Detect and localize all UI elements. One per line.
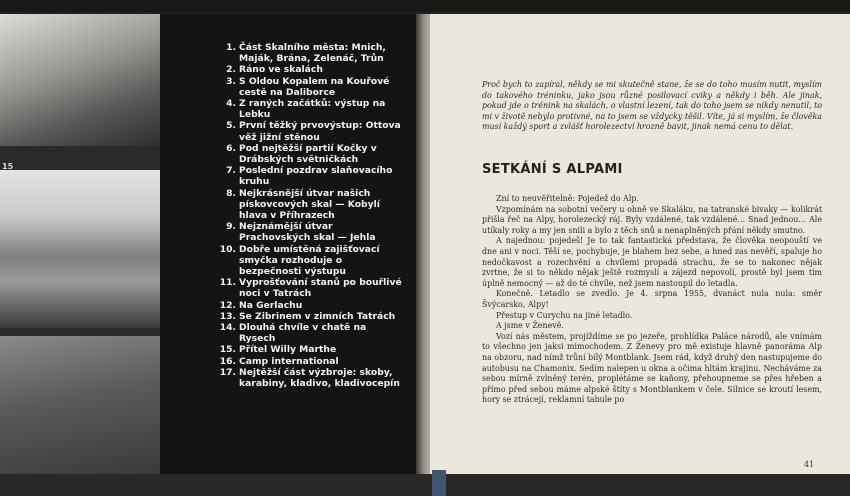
caption-text: Dlouhá chvíle v chatě na Rysech [239, 322, 367, 345]
caption-item [212, 98, 404, 120]
body-paragraph: A najednou: pojedeš! Je to tak fantastická představa, že člověka neopouští ve dne ani v noci. Těší se, pochybuje, je blahem bez sebe, a hned zas nevěří, spaluje ho nedočkavost a rozechvění a chvílemi propadá strachu, že se to nakonec nějak zvrtne, že si to někdo nějak ještě rozmyslí a zájezd nepovolí, prostě byl jsem tím úplně nemocný — až do té chvíle, než jsem nastoupil do letadla. [482, 236, 822, 288]
caption-number: 14. [219, 322, 236, 334]
right-page-number: 41 [804, 460, 815, 469]
caption-text: Poslední pozdrav slaňovacího kruhu [239, 165, 393, 188]
caption-item [212, 367, 404, 389]
caption-number: 2. [226, 64, 236, 76]
caption-text: S Oldou Kopalem na Kouřové cestě na Daliborce [239, 75, 390, 98]
caption-number: 16. [219, 355, 236, 367]
body-paragraph: Vzpomínám na sobotní večery u ohně ve Skaláku, na tatranské bivaky — kolikrát přišla řeč na Alpy, horolezecký ráj. Byly vzdálené, tak vzdálené… Snad jednou… Ale utíkaly roky a my jen snili a bylo z těch snů a nenaplněných přání někdy smutno. [482, 204, 822, 235]
caption-item [212, 322, 404, 344]
caption-text: Nejkrásnější útvar našich pískovcových skal — Kobylí hlava v Příhrazech [239, 187, 380, 222]
right-page [430, 14, 850, 482]
chapter-body [482, 194, 822, 406]
caption-item [212, 356, 404, 367]
caption-number: 1. [226, 42, 236, 53]
caption-item [212, 143, 404, 165]
caption-number: 3. [226, 75, 236, 87]
caption-text: Dobře umístěná zajišťovací smyčka rozhoduje o bezpečnosti výstupu [239, 243, 380, 278]
caption-item [212, 344, 404, 355]
caption-text: Pod nejtěžší partií Kočky v Drábských světničkách [239, 142, 377, 166]
caption-number: 6. [226, 142, 236, 154]
chapter-heading: SETKÁNÍ S ALPAMI [482, 162, 623, 177]
caption-item [212, 277, 404, 299]
caption-item [212, 120, 404, 142]
caption-number: 7. [226, 165, 236, 177]
caption-number: 9. [226, 221, 236, 233]
caption-text: Z raných začátků: výstup na Lebku [239, 98, 386, 121]
caption-item [212, 311, 404, 322]
bottom-edge [0, 474, 850, 496]
caption-number: 17. [219, 366, 236, 378]
caption-text: Nejznámější útvar Prachovských skal — Jehla [239, 221, 376, 244]
left-page-number: 15 [2, 162, 14, 171]
photo-strip [0, 14, 160, 474]
caption-text: Nejtěžší část výzbroje: skoby, karabiny, kladivo, kladivocepín [239, 366, 400, 390]
caption-text: Část Skalního města: Mnich, Maják, Brána, Zelenáč, Trůn [239, 42, 386, 65]
body-paragraph: A jsme v Ženevě. [496, 321, 564, 331]
caption-item [212, 165, 404, 187]
caption-text: Ráno ve skalách [239, 64, 323, 76]
caption-text: První těžký prvovýstup: Ottova věž jižní stěnou [239, 120, 401, 143]
caption-item [212, 188, 404, 222]
caption-number: 13. [219, 310, 236, 322]
photo-caption-list [212, 42, 404, 389]
left-page [0, 14, 416, 474]
caption-number: 10. [219, 243, 236, 255]
alpine-lake-photo [0, 170, 160, 328]
caption-number: 5. [226, 120, 236, 132]
caption-number: 8. [226, 187, 236, 199]
top-edge [0, 0, 850, 12]
body-paragraph: Přestup v Curychu na jiné letadlo. [496, 310, 633, 320]
camp-photo [0, 336, 160, 474]
caption-text: Přítel Willy Marthe [239, 344, 337, 356]
body-paragraph: Zní to neuvěřitelně: Pojedež do Alp. [496, 194, 639, 203]
caption-number: 15. [219, 344, 236, 356]
caption-item [212, 300, 404, 311]
caption-text: Se Zibrinem v zimních Tatrách [239, 310, 396, 322]
caption-item [212, 42, 404, 64]
climber-photo [0, 14, 160, 146]
caption-text: Na Gerlachu [239, 299, 303, 311]
body-paragraph: Vozí nás městem, projíždíme se po jezeře, prohlídka Paláce národů, ale vnímám to všechno jen jaksi mimochodem. Z Ženevy pro mě existuje hlavně panoráma Alp na obzoru, nad nímž trůní bílý Montblank. Jsem rád, když druhý den nastupujeme do autobusu na Chamonix. Sedím nalepen u okna a očima hltám krajinu. Necháváme za sebou mírně zvlněný terén, proplétáme se kaňony, přehoupneme se přes hřeben a přímo před sebou máme alpské štíty s Montblankem v čele. Silnice se kroutí lesem, hory se ztrácejí, reklamní tabule po [482, 331, 822, 405]
caption-text: Camp international [239, 355, 339, 367]
caption-item [212, 76, 404, 98]
body-paragraph: Konečně. Letadlo se zvedlo. Je 4. srpna 1955, dvanáct nula nula: směr Švýcarsko, Alpy! [482, 289, 822, 309]
caption-item [212, 221, 404, 243]
caption-item [212, 64, 404, 75]
bookmark-ribbon [432, 470, 446, 496]
caption-number: 4. [226, 98, 236, 110]
caption-text: Vyprošťování stanů po bouřlivé noci v Tatrách [239, 277, 402, 300]
caption-number: 12. [219, 299, 236, 311]
caption-item [212, 244, 404, 278]
intro-paragraph: Proč bych to zapíral, někdy se mi skutečně stane, že se do toho musím nutit, myslím do takového tréninku, jako jsou různé posilovací cviky a někdy i běh. Ale jinak, pokud jde o trénink na skalách, o vlastní lezení, tak do toho jsem se nikdy nenutil, to mi v životě nebylo protivné, na to jsem se vždycky těšil. Víte, já si myslím, že člověka musí každý sport a zvlášť horolezectví hrozně bavit, jinak nemá cenu to dělat. [482, 80, 822, 132]
caption-number: 11. [219, 277, 236, 289]
